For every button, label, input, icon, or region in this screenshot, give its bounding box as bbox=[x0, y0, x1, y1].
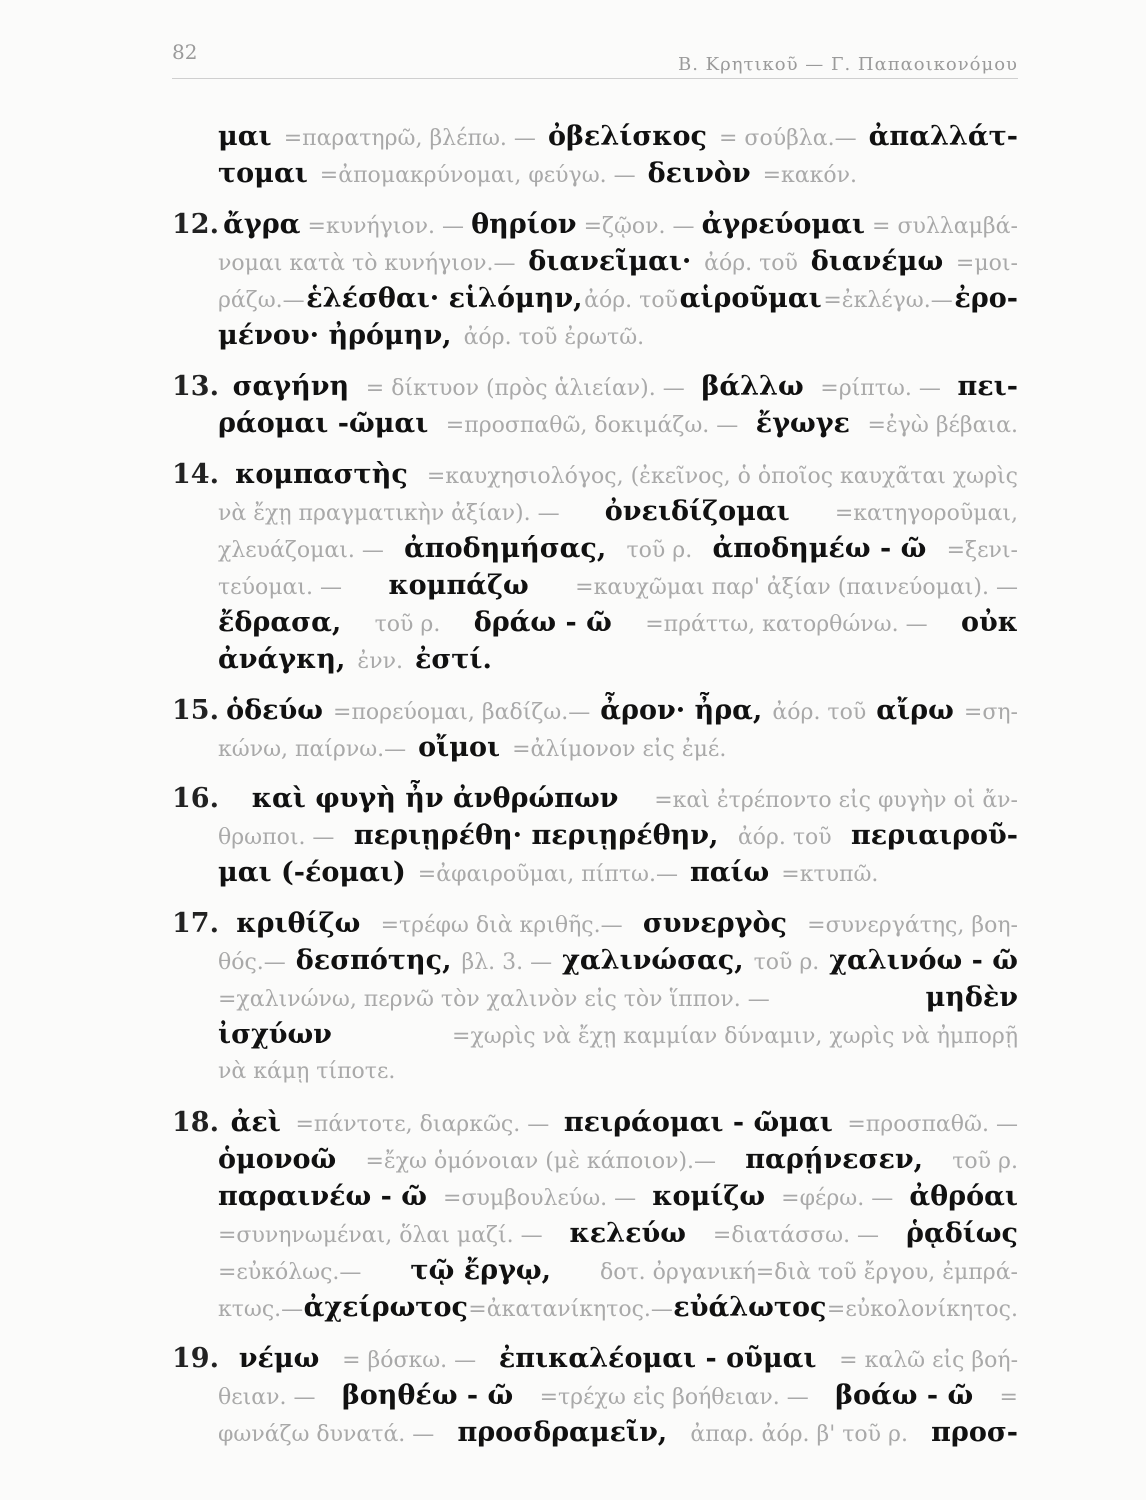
gloss-text: τοῦ ρ. bbox=[626, 538, 693, 563]
lemma-text: προσδραμεῖν, bbox=[457, 1417, 668, 1448]
gloss-text: =καυχησιολόγος, (ἐκεῖνος, ὁ ὁποῖος καυχᾶται χωρὶς bbox=[426, 464, 1018, 489]
gloss-text: =μοι- bbox=[955, 251, 1018, 276]
text-line bbox=[172, 1016, 1018, 1053]
gloss-text: θειαν. — bbox=[218, 1385, 316, 1410]
lemma-text: προσ- bbox=[931, 1417, 1018, 1448]
gloss-text: =κυνήγιον. — bbox=[307, 214, 465, 239]
lemma-text: ῥᾳδίως bbox=[906, 1218, 1018, 1249]
gloss-text: φωνάζω δυνατά. — bbox=[218, 1422, 435, 1447]
gloss-text: =εὐκόλως.— bbox=[218, 1260, 362, 1285]
gloss-text: =πάντοτε, διαρκῶς. — bbox=[295, 1112, 550, 1137]
lemma-text: τῷ ἔργῳ, bbox=[410, 1255, 551, 1286]
gloss-text: =ζῷον. — bbox=[583, 214, 695, 239]
lemma-text: ὁδεύω bbox=[226, 695, 323, 726]
gloss-text: =χαλινώνω, περνῶ τὸν χαλινὸν εἰς τὸν ἵππον. — bbox=[218, 987, 770, 1012]
lemma-text: περιῃρέθη· περιῃρέθην, bbox=[353, 820, 719, 851]
entry-number: 12. bbox=[172, 209, 219, 240]
text-line bbox=[172, 1289, 1018, 1326]
gloss-text: =διατάσσω. — bbox=[712, 1223, 880, 1248]
lemma-text: αἴρω bbox=[876, 695, 954, 726]
gloss-text: χλευάζομαι. — bbox=[218, 538, 384, 563]
text-line bbox=[172, 456, 1018, 493]
lemma-text: περιαιροῦ- bbox=[851, 820, 1018, 851]
text-line bbox=[172, 280, 1018, 317]
text-line bbox=[172, 1141, 1018, 1178]
lemma-text: κομπάζω bbox=[388, 570, 529, 601]
text-line bbox=[172, 854, 1018, 891]
gloss-text: = δίκτυον (πρὸς ἁλιείαν). — bbox=[365, 376, 685, 401]
lemma-text: παραινέω - ῶ bbox=[218, 1181, 427, 1212]
lemma-text: αἱροῦμαι bbox=[679, 283, 822, 314]
gloss-text: =εὐκολονίκητος. bbox=[826, 1297, 1018, 1322]
gloss-text: τοῦ ρ. bbox=[952, 1149, 1018, 1174]
gloss-text: θός.— bbox=[218, 950, 286, 975]
lemma-text: ἀεὶ bbox=[230, 1107, 281, 1138]
lemma-text: δράω - ῶ bbox=[473, 607, 612, 638]
gloss-text: =παρατηρῶ, βλέπω. — bbox=[283, 126, 536, 151]
lemma-text: ἀγρεύομαι bbox=[701, 209, 865, 240]
text-line bbox=[172, 1104, 1018, 1141]
gloss-text: =συμβουλεύω. — bbox=[443, 1186, 637, 1211]
gloss-text: =κακόν. bbox=[762, 163, 857, 188]
gloss-text: =ἐκλέγω.— bbox=[823, 288, 953, 313]
lemma-text: ὀβελίσκος bbox=[547, 121, 707, 152]
text-line bbox=[172, 1414, 1018, 1451]
text-line bbox=[172, 368, 1018, 405]
lemma-text: ὀνειδίζομαι bbox=[604, 496, 790, 527]
lemma-text: ἰσχύων bbox=[218, 1019, 332, 1050]
text-line bbox=[172, 405, 1018, 442]
gloss-text: =ἀπομακρύνομαι, φεύγω. — bbox=[319, 163, 636, 188]
text-line bbox=[172, 942, 1018, 979]
gloss-text: νὰ κάμῃ τίποτε. bbox=[218, 1059, 396, 1084]
gloss-text: ράζω.— bbox=[218, 288, 305, 313]
lemma-text: παρῄνεσεν, bbox=[745, 1144, 924, 1175]
text-line bbox=[172, 692, 1018, 729]
gloss-text: κτως.— bbox=[218, 1297, 304, 1322]
lemma-text: πει- bbox=[957, 371, 1018, 402]
lemma-text: κελεύω bbox=[569, 1218, 686, 1249]
lemma-text: πειράομαι - ῶμαι bbox=[563, 1107, 833, 1138]
lemma-text: ἀθρόαι bbox=[909, 1181, 1018, 1212]
lemma-text: ἔγωγε bbox=[755, 408, 850, 439]
entry-number: 19. bbox=[172, 1343, 219, 1374]
gloss-text: =συνηνωμέναι, ὅλαι μαζί. — bbox=[218, 1223, 543, 1248]
text-line bbox=[172, 530, 1018, 567]
gloss-text: = συλλαμβά- bbox=[872, 214, 1018, 239]
lemma-text: ἀνάγκη, bbox=[218, 644, 346, 675]
gloss-text: =καυχῶμαι παρ' ἀξίαν (παινεύομαι). — bbox=[575, 575, 1018, 600]
lemma-text: οἴμοι bbox=[418, 732, 501, 763]
gloss-text: ἀόρ. τοῦ bbox=[584, 288, 678, 313]
lemma-text: ἄγρα bbox=[223, 209, 301, 240]
gloss-text: =κτυπῶ. bbox=[781, 862, 879, 887]
lemma-text: διανέμω bbox=[810, 246, 944, 277]
lemma-text: ἐρο- bbox=[954, 283, 1018, 314]
gloss-text: =φέρω. — bbox=[781, 1186, 894, 1211]
text-line bbox=[172, 317, 1018, 354]
text-line bbox=[172, 206, 1018, 243]
text-line bbox=[172, 729, 1018, 766]
glossary-text bbox=[172, 118, 1018, 1451]
entry-number: 18. bbox=[172, 1107, 219, 1138]
lemma-text: δεσπότης, bbox=[295, 945, 452, 976]
gloss-text: =τρέχω εἰς βοήθειαν. — bbox=[539, 1385, 809, 1410]
text-line bbox=[172, 604, 1018, 641]
gloss-text: =χωρὶς νὰ ἔχῃ καμμίαν δύναμιν, χωρὶς νὰ ἠμπορῇ bbox=[452, 1024, 1018, 1049]
gloss-text: = καλῶ εἰς βοή- bbox=[839, 1348, 1018, 1373]
lemma-text: μένου· ἠρόμην, bbox=[218, 320, 452, 351]
text-line bbox=[172, 905, 1018, 942]
gloss-text: =ξενι- bbox=[946, 538, 1018, 563]
gloss-text: = σούβλα.— bbox=[719, 126, 857, 151]
lemma-text: ἐστί. bbox=[414, 644, 492, 675]
lemma-text: ἀπαλλάτ- bbox=[868, 121, 1018, 152]
lemma-text: συνεργὸς bbox=[642, 908, 787, 939]
lemma-text: ἆρον· ἦρα, bbox=[600, 695, 763, 726]
lemma-text: ἀποδημέω - ῶ bbox=[712, 533, 927, 564]
gloss-text: νὰ ἔχῃ πραγματικὴν ἀξίαν). — bbox=[218, 501, 560, 526]
entry-number: 13. bbox=[172, 371, 219, 402]
lemma-text: βοηθέω - ῶ bbox=[341, 1380, 514, 1411]
gloss-text: τοῦ ρ. bbox=[374, 612, 441, 637]
text-line bbox=[172, 1178, 1018, 1215]
lemma-text: εὐάλωτος bbox=[673, 1292, 827, 1323]
text-line bbox=[172, 567, 1018, 604]
gloss-text: =συνεργάτης, βοη- bbox=[807, 913, 1018, 938]
page-header bbox=[172, 38, 1018, 79]
gloss-text: ἀόρ. τοῦ bbox=[704, 251, 798, 276]
gloss-text: =κατηγοροῦμαι, bbox=[834, 501, 1018, 526]
gloss-text: =ἀφαιροῦμαι, πίπτω.— bbox=[417, 862, 678, 887]
gloss-text: βλ. 3. — bbox=[461, 950, 553, 975]
gloss-text: = bbox=[999, 1385, 1018, 1410]
gloss-text: κώνω, παίρνω.— bbox=[218, 737, 407, 762]
lemma-text: ἔδρασα, bbox=[218, 607, 342, 638]
gloss-text: =ἐγὼ βέβαια. bbox=[867, 413, 1018, 438]
lemma-text: ἀχείρωτος bbox=[303, 1292, 468, 1323]
gloss-text: = βόσκω. — bbox=[342, 1348, 477, 1373]
running-head: Β. Κρητικοῦ — Γ. Παπαοικονόμου bbox=[678, 54, 1018, 75]
lemma-text: μαι bbox=[218, 121, 272, 152]
lemma-text: βάλλω bbox=[701, 371, 804, 402]
entry-number: 16. bbox=[172, 783, 219, 814]
lemma-text: διανεῖμαι· bbox=[528, 246, 692, 277]
text-line bbox=[172, 1377, 1018, 1414]
lemma-text: ὁμονοῶ bbox=[218, 1144, 337, 1175]
gloss-text: ἀόρ. τοῦ ἐρωτῶ. bbox=[463, 325, 645, 350]
lemma-text: θηρίον bbox=[471, 209, 577, 240]
text-line bbox=[172, 641, 1018, 678]
gloss-text: =ση- bbox=[963, 700, 1018, 725]
gloss-text: ἀόρ. τοῦ bbox=[772, 700, 867, 725]
lemma-text: ἑλέσθαι· εἱλόμην, bbox=[306, 283, 583, 314]
gloss-text: τεύομαι. — bbox=[218, 575, 342, 600]
lemma-text: δεινὸν bbox=[647, 158, 751, 189]
gloss-text: =προσπαθῶ, δοκιμάζω. — bbox=[445, 413, 739, 438]
text-line bbox=[172, 155, 1018, 192]
lemma-text: τομαι bbox=[218, 158, 308, 189]
lemma-text: ἀποδημήσας, bbox=[404, 533, 607, 564]
text-line bbox=[172, 1053, 1018, 1090]
text-line bbox=[172, 1252, 1018, 1289]
entry-number: 14. bbox=[172, 459, 219, 490]
gloss-text: ἀπαρ. ἀόρ. β' τοῦ ρ. bbox=[690, 1422, 908, 1447]
lemma-text: μηδὲν bbox=[925, 982, 1018, 1013]
gloss-text: =καὶ ἐτρέποντο εἰς φυγὴν οἱ ἄν- bbox=[654, 788, 1018, 813]
gloss-text: νομαι κατὰ τὸ κυνήγιον.— bbox=[218, 251, 516, 276]
gloss-text: =τρέφω διὰ κριθῆς.— bbox=[380, 913, 623, 938]
text-line bbox=[172, 817, 1018, 854]
lemma-text: σαγήνη bbox=[232, 371, 350, 402]
gloss-text: ἀόρ. τοῦ bbox=[737, 825, 832, 850]
gloss-text: =πορεύομαι, βαδίζω.— bbox=[333, 700, 591, 725]
text-line bbox=[172, 1340, 1018, 1377]
lemma-text: ράομαι -ῶμαι bbox=[218, 408, 429, 439]
entry-number: 15. bbox=[172, 695, 219, 726]
lemma-text: παίω bbox=[689, 857, 770, 888]
gloss-text: =ἔχω ὁμόνοιαν (μὲ κάποιον).— bbox=[365, 1149, 717, 1174]
lemma-text: μαι (-έομαι) bbox=[218, 857, 406, 888]
gloss-text: =προσπαθῶ. — bbox=[847, 1112, 1018, 1137]
gloss-text: ἐνν. bbox=[357, 649, 403, 674]
lemma-text: χαλινώσας, bbox=[562, 945, 744, 976]
gloss-text: δοτ. ὀργανική=διὰ τοῦ ἔργου, ἐμπρά- bbox=[600, 1260, 1018, 1285]
text-line bbox=[172, 1215, 1018, 1252]
text-line bbox=[172, 118, 1018, 155]
lemma-text: χαλινόω - ῶ bbox=[829, 945, 1018, 976]
gloss-text: =ρίπτω. — bbox=[820, 376, 941, 401]
gloss-text: τοῦ ρ. bbox=[753, 950, 820, 975]
entry-number: 17. bbox=[172, 908, 219, 939]
gloss-text: =ἀκατανίκητος.— bbox=[468, 1297, 673, 1322]
text-line bbox=[172, 979, 1018, 1016]
lemma-text: κομπαστὴς bbox=[235, 459, 408, 490]
page-number: 82 bbox=[172, 40, 198, 64]
lemma-text: ἐπικαλέομαι - οῦμαι bbox=[498, 1343, 817, 1374]
lemma-text: νέμω bbox=[238, 1343, 320, 1374]
text-line bbox=[172, 243, 1018, 280]
lemma-text: βοάω - ῶ bbox=[835, 1380, 974, 1411]
lemma-text: κομίζω bbox=[652, 1181, 766, 1212]
gloss-text: =πράττω, κατορθώνω. — bbox=[645, 612, 928, 637]
lemma-text: καὶ φυγὴ ἦν ἀνθρώπων bbox=[251, 783, 619, 814]
text-line bbox=[172, 493, 1018, 530]
lemma-text: οὐκ bbox=[960, 607, 1018, 638]
lemma-text: κριθίζω bbox=[236, 908, 361, 939]
gloss-text: =ἀλίμονον εἰς ἐμέ. bbox=[512, 737, 727, 762]
text-line bbox=[172, 780, 1018, 817]
gloss-text: θρωποι. — bbox=[218, 825, 335, 850]
